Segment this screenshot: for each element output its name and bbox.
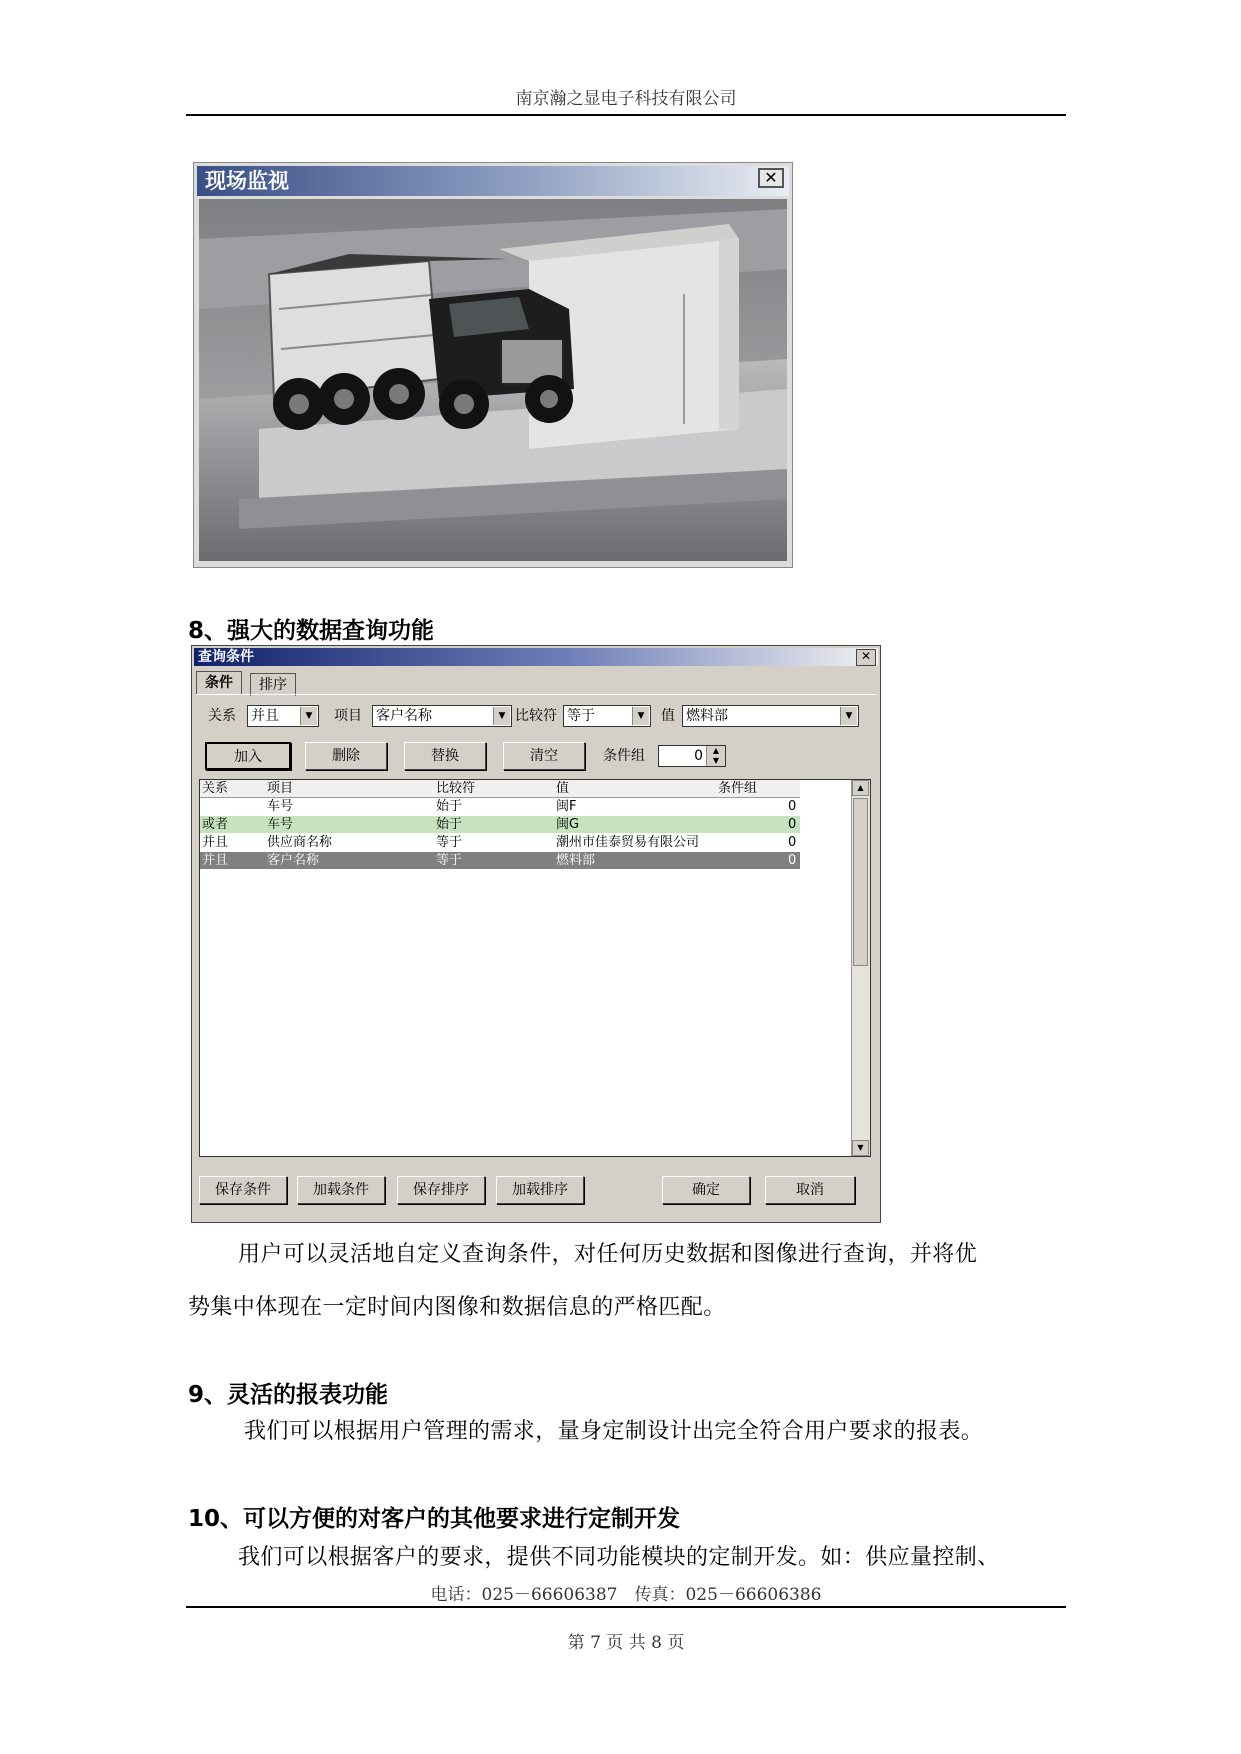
cell-relation: 或者 — [202, 817, 229, 832]
truck-camera-image — [199, 199, 787, 561]
save-condition-button[interactable]: 保存条件 — [199, 1176, 287, 1204]
chevron-down-icon[interactable]: ▼ — [632, 707, 649, 725]
cell-value: 闽F — [556, 799, 577, 814]
section-8-heading: 8、强大的数据查询功能 — [188, 618, 435, 644]
tab-conditions[interactable]: 条件 — [196, 671, 242, 694]
comparator-select[interactable] — [563, 705, 651, 727]
column-header-group[interactable]: 条件组 — [718, 781, 758, 796]
close-icon[interactable]: ✕ — [856, 649, 876, 666]
relation-value: 并且 — [251, 708, 279, 724]
chevron-down-icon[interactable]: ▼ — [493, 707, 510, 725]
table-row-selected[interactable] — [200, 852, 800, 869]
chevron-down-icon[interactable]: ▼ — [300, 707, 317, 725]
section-9-paragraph: 我们可以根据用户管理的需求，量身定制设计出完全符合用户要求的报表。 — [244, 1419, 984, 1444]
comparator-value: 等于 — [567, 708, 595, 724]
cell-value: 闽G — [556, 817, 580, 832]
item-value: 客户名称 — [376, 708, 432, 724]
cell-item: 客户名称 — [267, 853, 320, 868]
column-header-value[interactable]: 值 — [556, 781, 570, 796]
table-row[interactable] — [200, 834, 800, 851]
vertical-scrollbar[interactable] — [851, 780, 870, 1156]
save-sort-button[interactable]: 保存排序 — [397, 1176, 485, 1204]
scroll-down-icon[interactable]: ▼ — [852, 1140, 869, 1156]
item-label: 项目 — [334, 708, 362, 724]
cell-relation: 并且 — [202, 835, 229, 850]
clear-button[interactable]: 清空 — [503, 742, 585, 770]
group-value: 0 — [694, 748, 703, 764]
footer-rule — [186, 1606, 1066, 1608]
cell-relation: 并且 — [202, 853, 229, 868]
cell-group: 0 — [788, 799, 797, 814]
value-label: 值 — [661, 708, 675, 724]
relation-select[interactable] — [247, 705, 319, 727]
cell-comparator: 始于 — [436, 817, 463, 832]
section-9-heading: 9、灵活的报表功能 — [188, 1382, 389, 1408]
document-header: 南京瀚之显电子科技有限公司 — [515, 89, 737, 109]
column-header-item[interactable]: 项目 — [267, 781, 294, 796]
cell-comparator: 始于 — [436, 799, 463, 814]
value-value: 燃料部 — [686, 708, 728, 724]
stepper-arrows-icon[interactable]: ▲ ▼ — [706, 746, 725, 766]
site-monitor-window — [193, 162, 793, 568]
group-label: 条件组 — [603, 748, 645, 764]
ok-button[interactable]: 确定 — [662, 1176, 750, 1204]
cell-group: 0 — [788, 853, 797, 868]
section-8-paragraph-line-2: 势集中体现在一定时间内图像和数据信息的严格匹配。 — [188, 1295, 726, 1320]
cell-comparator: 等于 — [436, 853, 463, 868]
section-8-paragraph-line-1: 用户可以灵活地自定义查询条件，对任何历史数据和图像进行查询，并将优 — [238, 1242, 978, 1267]
grid-header-row — [200, 780, 800, 798]
section-10-heading: 10、可以方便的对客户的其他要求进行定制开发 — [188, 1506, 681, 1532]
header-rule — [186, 114, 1066, 116]
comparator-label: 比较符 — [515, 708, 557, 724]
close-icon[interactable]: ✕ — [758, 168, 784, 188]
dialog-title: 查询条件 — [198, 649, 254, 665]
cell-group: 0 — [788, 835, 797, 850]
monitor-title: 现场监视 — [205, 169, 289, 193]
cell-item: 车号 — [267, 799, 294, 814]
table-row[interactable] — [200, 816, 800, 833]
chevron-down-icon[interactable]: ▼ — [840, 707, 857, 725]
dialog-title-bar — [194, 648, 878, 666]
table-row[interactable] — [200, 798, 800, 815]
scroll-up-icon[interactable]: ▲ — [852, 780, 869, 796]
cell-item: 供应商名称 — [267, 835, 333, 850]
contact-footer: 电话：025－66606387 传真：025－66606386 — [430, 1585, 822, 1605]
load-condition-button[interactable]: 加载条件 — [297, 1176, 385, 1204]
load-sort-button[interactable]: 加载排序 — [496, 1176, 584, 1204]
relation-label: 关系 — [208, 708, 236, 724]
cell-comparator: 等于 — [436, 835, 463, 850]
add-button[interactable]: 加入 — [205, 742, 291, 770]
page-number: 第 7 页 共 8 页 — [567, 1633, 685, 1653]
tab-sort[interactable]: 排序 — [250, 673, 296, 696]
value-select[interactable] — [682, 705, 859, 727]
cell-group: 0 — [788, 817, 797, 832]
section-10-paragraph: 我们可以根据客户的要求，提供不同功能模块的定制开发。如：供应量控制、 — [238, 1545, 1000, 1570]
cancel-button[interactable]: 取消 — [765, 1176, 855, 1204]
column-header-relation[interactable]: 关系 — [202, 781, 229, 796]
cell-item: 车号 — [267, 817, 294, 832]
item-select[interactable] — [372, 705, 512, 727]
cell-value: 潮州市佳泰贸易有限公司 — [556, 835, 700, 850]
scrollbar-thumb[interactable] — [853, 798, 868, 966]
conditions-grid — [199, 779, 871, 1157]
column-header-comparator[interactable]: 比较符 — [436, 781, 476, 796]
tab-divider — [196, 694, 876, 695]
group-stepper[interactable] — [658, 745, 726, 767]
cell-value: 燃料部 — [556, 853, 596, 868]
replace-button[interactable]: 替换 — [404, 742, 486, 770]
monitor-title-bar — [197, 166, 789, 196]
delete-button[interactable]: 删除 — [305, 742, 387, 770]
query-conditions-dialog — [191, 645, 881, 1223]
